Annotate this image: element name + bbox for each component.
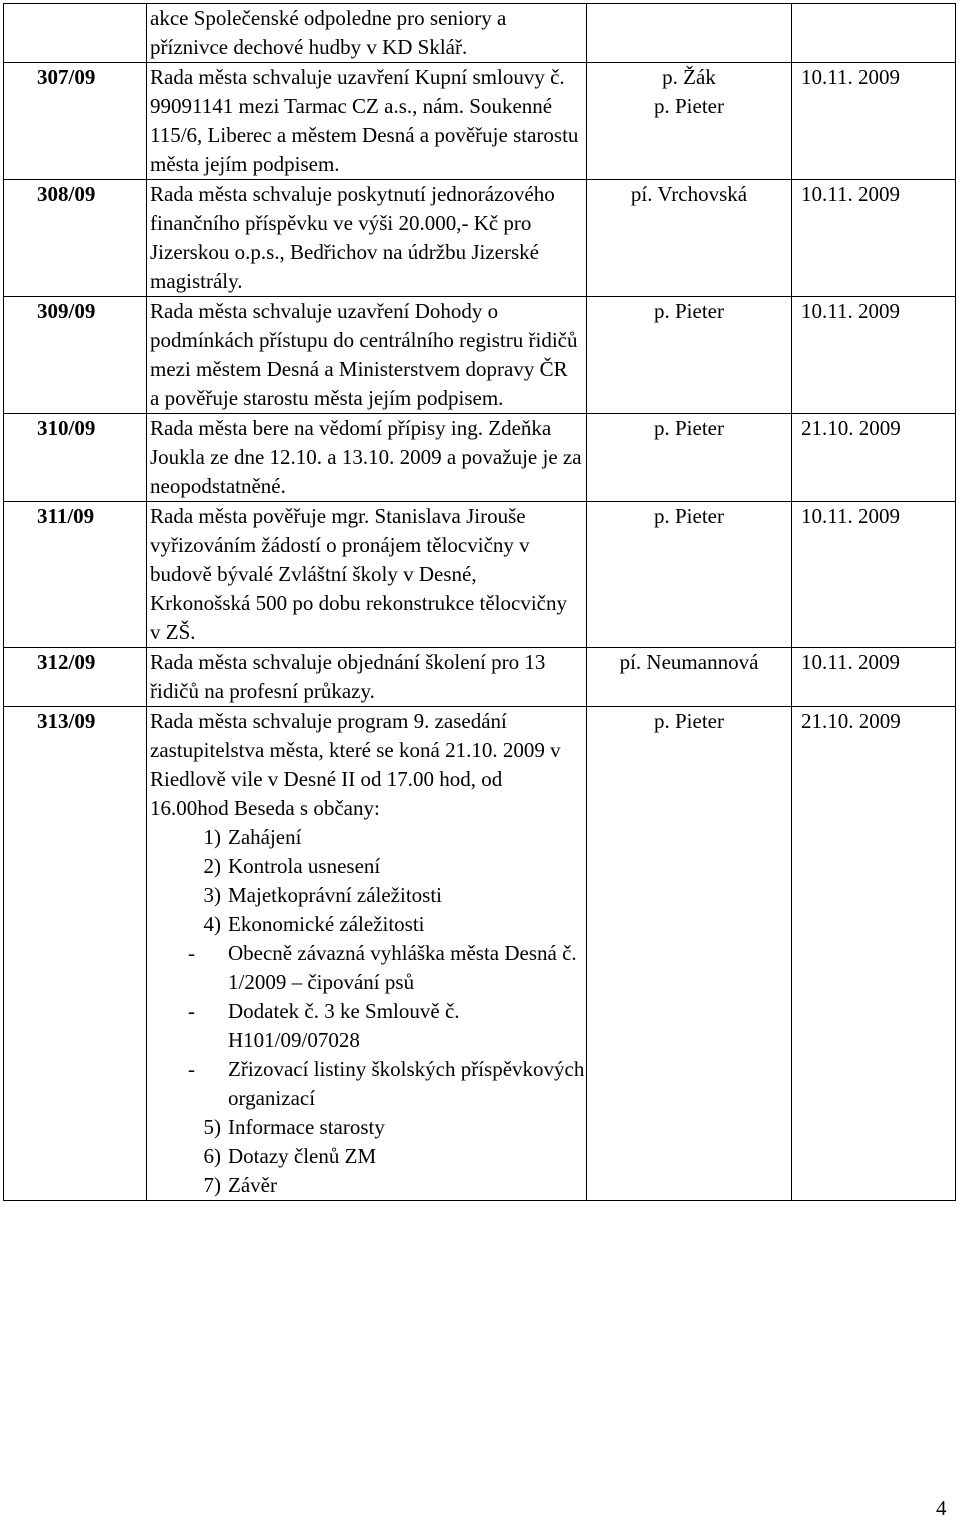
- resolution-number: 310/09: [37, 416, 96, 440]
- agenda-item-marker: -: [188, 941, 195, 965]
- agenda-item-text: Dodatek č. 3 ke Smlouvě č. H101/09/07028: [228, 999, 460, 1052]
- agenda-item-marker: 6): [203, 1144, 221, 1168]
- deadline-cell: [792, 502, 956, 648]
- resolution-text: Rada města schvaluje objednání školení pro 13 řidičů na profesní průkazy.: [150, 650, 546, 703]
- resolution-text-cell: [147, 4, 587, 63]
- resolution-number: 308/09: [37, 182, 96, 206]
- agenda-item-text: Majetkoprávní záležitosti: [228, 883, 443, 907]
- resolution-text-cell: [147, 707, 587, 1201]
- agenda-item-marker: 2): [203, 854, 221, 878]
- resolution-number-cell: [4, 502, 147, 648]
- deadline-date: 10.11. 2009: [801, 65, 900, 89]
- resolution-text-cell: [147, 63, 587, 180]
- deadline-date: 10.11. 2009: [801, 504, 900, 528]
- agenda-item-text: Závěr: [228, 1173, 277, 1197]
- responsible-cell: [587, 180, 792, 297]
- agenda-item-marker: 4): [203, 912, 221, 936]
- agenda-item-marker: 1): [203, 825, 221, 849]
- agenda-item: [147, 1142, 586, 1171]
- responsible-cell: [587, 297, 792, 414]
- resolution-text-cell: [147, 502, 587, 648]
- table-row: [4, 648, 956, 707]
- responsible-cell: [587, 707, 792, 1201]
- table-row: [4, 63, 956, 180]
- deadline-cell: [792, 63, 956, 180]
- agenda-list: [147, 823, 586, 1200]
- responsible-person: p. Pieter: [654, 416, 724, 440]
- agenda-item: [147, 881, 586, 910]
- table-row: [4, 414, 956, 502]
- resolution-number: 309/09: [37, 299, 96, 323]
- agenda-item-text: Ekonomické záležitosti: [228, 912, 425, 936]
- responsible-person: p. Pieter: [654, 299, 724, 323]
- resolution-text: Rada města schvaluje uzavření Kupní smlouvy č. 99091141 mezi Tarmac CZ a.s., nám. Soukenné 115/6, Liberec a městem Desná a pověřuje starostu města jejím podpisem.: [150, 65, 579, 176]
- page-number: 4: [936, 1496, 947, 1520]
- agenda-item-text: Dotazy členů ZM: [228, 1144, 377, 1168]
- responsible-person: p. Pieter: [654, 709, 724, 733]
- resolution-text: Rada města schvaluje uzavření Dohody o podmínkách přístupu do centrálního registru řidičů mezi městem Desná a Ministerstvem dopravy ČR a pověřuje starostu města jejím podpisem.: [150, 299, 578, 410]
- agenda-item-marker: 7): [203, 1173, 221, 1197]
- deadline-date: 10.11. 2009: [801, 182, 900, 206]
- resolution-number: 313/09: [37, 709, 96, 733]
- agenda-item: [147, 939, 586, 997]
- deadline-date: 21.10. 2009: [801, 416, 901, 440]
- agenda-item-text: Informace starosty: [228, 1115, 385, 1139]
- agenda-item-text: Zřizovací listiny školských příspěvkových organizací: [228, 1057, 585, 1110]
- resolution-number-cell: [4, 297, 147, 414]
- table-row: [4, 180, 956, 297]
- table-row: [4, 502, 956, 648]
- table-row: [4, 297, 956, 414]
- responsible-cell: [587, 414, 792, 502]
- responsible-person: p. Žák: [662, 65, 716, 89]
- deadline-cell: [792, 707, 956, 1201]
- resolution-number-cell: [4, 63, 147, 180]
- deadline-cell: [792, 414, 956, 502]
- agenda-item: [147, 910, 586, 939]
- table-row: [4, 707, 956, 1201]
- agenda-item-marker: -: [188, 999, 195, 1023]
- resolution-text: Rada města schvaluje poskytnutí jednorázového finančního příspěvku ve výši 20.000,- Kč pro Jizerskou o.p.s., Bedřichov na údržbu Jizerské magistrály.: [150, 182, 555, 293]
- resolution-text-cell: [147, 297, 587, 414]
- responsible-person: pí. Neumannová: [619, 650, 759, 674]
- table-row: [4, 4, 956, 63]
- agenda-item-marker: 5): [203, 1115, 221, 1139]
- resolution-number: 307/09: [37, 65, 96, 89]
- resolution-text-cell: [147, 414, 587, 502]
- agenda-item-text: Obecně závazná vyhláška města Desná č. 1/2009 – čipování psů: [228, 941, 577, 994]
- responsible-person: p. Pieter: [654, 94, 724, 118]
- deadline-cell: [792, 297, 956, 414]
- agenda-item-text: Kontrola usnesení: [228, 854, 381, 878]
- resolution-number-cell: [4, 707, 147, 1201]
- responsible-cell: [587, 648, 792, 707]
- responsible-person: pí. Vrchovská: [630, 182, 748, 206]
- resolution-text: Rada města schvaluje program 9. zasedání zastupitelstva města, které se koná 21.10. 2009 v Riedlově vile v Desné II od 17.00 hod, od 16.00hod Beseda s občany:: [150, 709, 561, 820]
- agenda-item-marker: 3): [203, 883, 221, 907]
- resolution-number-cell: [4, 414, 147, 502]
- agenda-item: [147, 1171, 586, 1200]
- agenda-item: [147, 997, 586, 1055]
- responsible-person: p. Pieter: [654, 504, 724, 528]
- deadline-date: 10.11. 2009: [801, 299, 900, 323]
- responsible-cell: [587, 63, 792, 180]
- resolution-number-cell: [4, 648, 147, 707]
- deadline-cell: [792, 648, 956, 707]
- resolution-number-cell: [4, 180, 147, 297]
- deadline-cell: [792, 180, 956, 297]
- resolution-number: 311/09: [37, 504, 95, 528]
- agenda-item: [147, 1113, 586, 1142]
- agenda-item-text: Zahájení: [228, 825, 302, 849]
- deadline-cell: [792, 4, 956, 63]
- agenda-item-marker: -: [188, 1057, 195, 1081]
- resolutions-table-body: [4, 4, 956, 1201]
- resolution-text-cell: [147, 648, 587, 707]
- agenda-item: [147, 1055, 586, 1113]
- resolution-number: 312/09: [37, 650, 96, 674]
- agenda-item: [147, 823, 586, 852]
- deadline-date: 10.11. 2009: [801, 650, 900, 674]
- deadline-date: 21.10. 2009: [801, 709, 901, 733]
- responsible-cell: [587, 502, 792, 648]
- resolution-text: akce Společenské odpoledne pro seniory a příznivce dechové hudby v KD Sklář.: [150, 6, 507, 59]
- resolution-text-cell: [147, 180, 587, 297]
- resolutions-table: [3, 3, 956, 1201]
- resolution-number-cell: [4, 4, 147, 63]
- responsible-cell: [587, 4, 792, 63]
- resolution-text: Rada města bere na vědomí přípisy ing. Zdeňka Joukla ze dne 12.10. a 13.10. 2009 a považuje je za neopodstatněné.: [150, 416, 582, 498]
- agenda-item: [147, 852, 586, 881]
- resolution-text: Rada města pověřuje mgr. Stanislava Jirouše vyřizováním žádostí o pronájem tělocvičny v budově bývalé Zvláštní školy v Desné, Krkonošská 500 po dobu rekonstrukce tělocvičny v ZŠ.: [150, 504, 567, 644]
